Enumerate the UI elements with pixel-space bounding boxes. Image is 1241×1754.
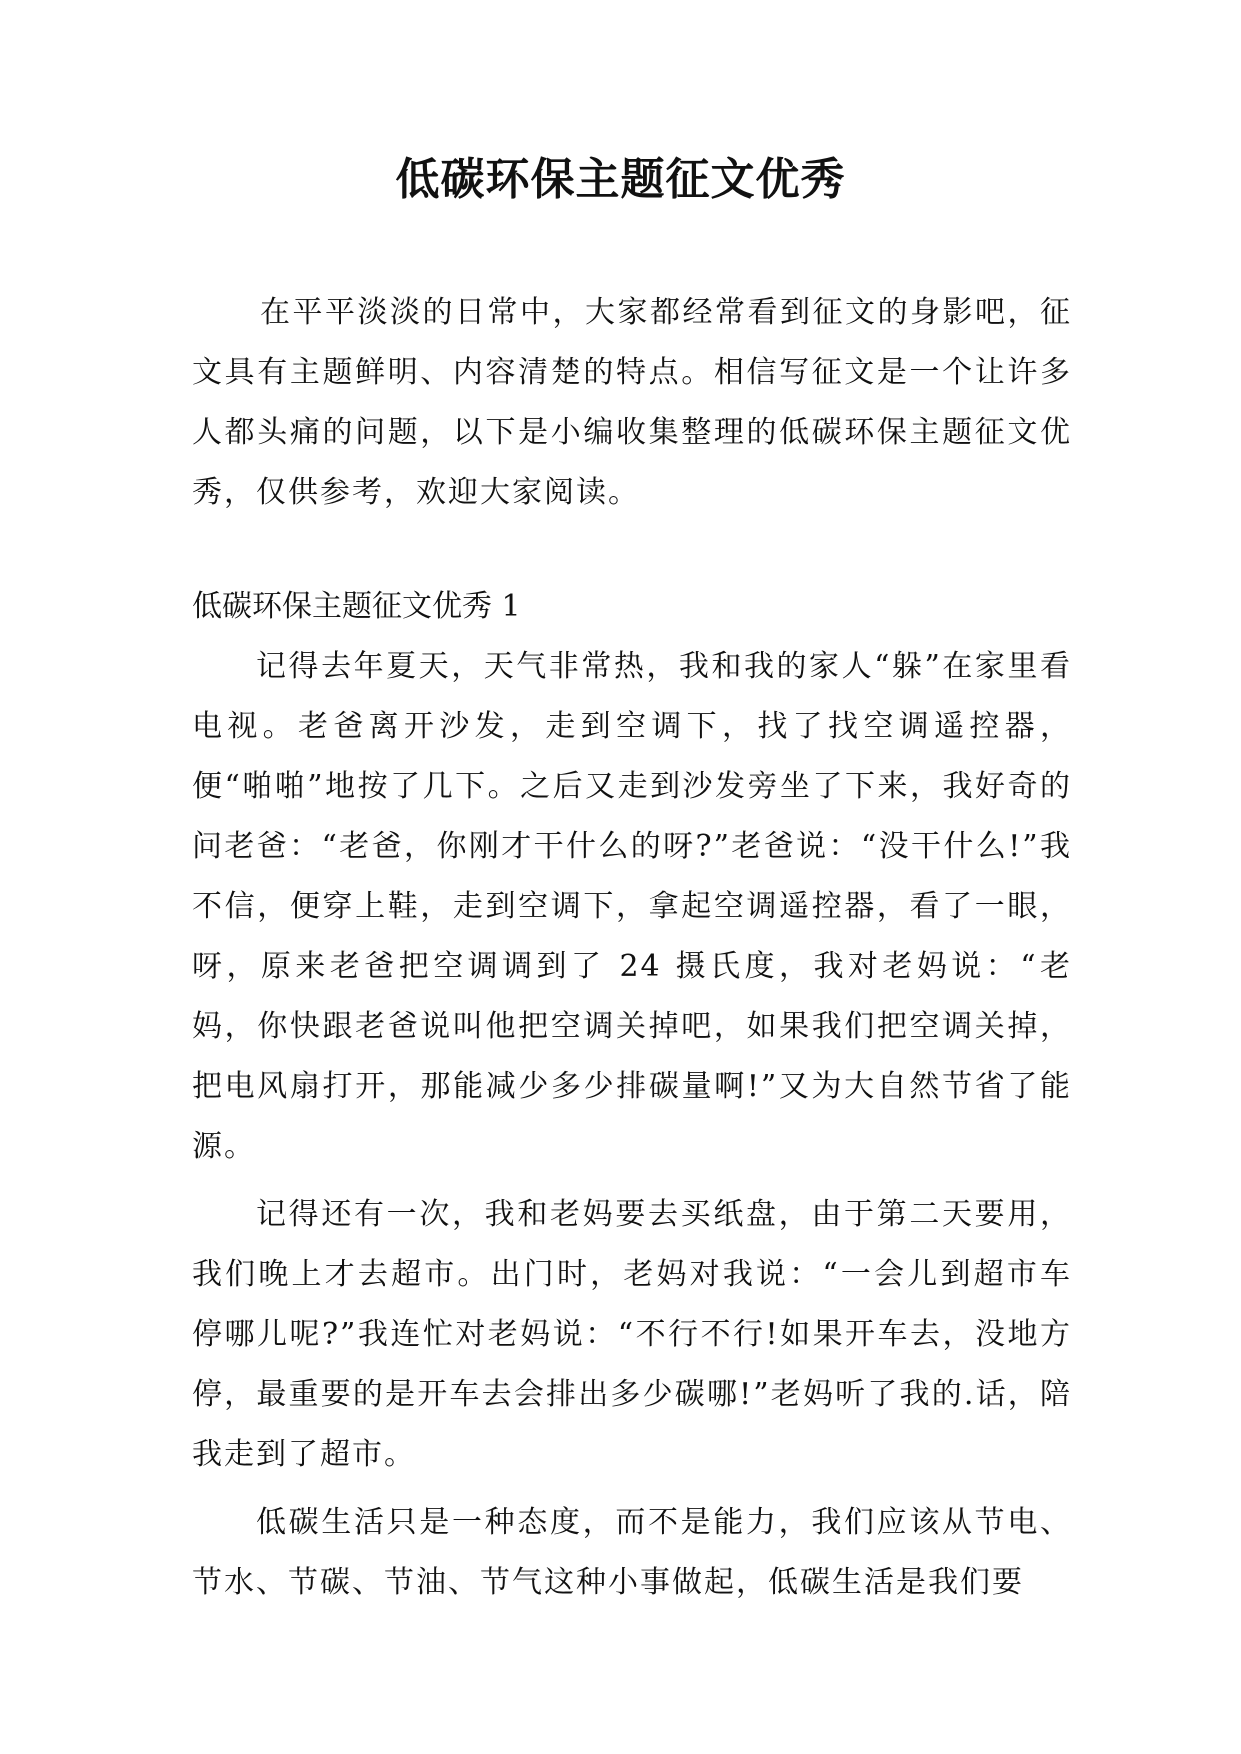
paragraph-3: 低碳生活只是一种态度，而不是能力，我们应该从节电、节水、节碳、节油、节气这种小事做起，低碳生活是我们要	[192, 1505, 1072, 1600]
section-heading: 低碳环保主题征文优秀 1	[192, 589, 521, 624]
paragraph-1: 记得去年夏天，天气非常热，我和我的家人“躲”在家里看电视。老爸离开沙发，走到空调下，找了找空调遥控器，便“啪啪”地按了几下。之后又走到沙发旁坐了下来，我好奇的问老爸：“老爸，你刚才干什么的呀?”老爸说：“没干什么!”我不信，便穿上鞋，走到空调下，拿起空调遥控器，看了一眼，呀，原来老爸把空调调到了 24 摄氏度，我对老妈说：“老妈，你快跟老爸说叫他把空调关掉吧，如果我们把空调关掉，把电风扇打开，那能减少多少排碳量啊!”又为大自然节省了能源。	[192, 649, 1072, 1164]
paragraph-2: 记得还有一次，我和老妈要去买纸盘，由于第二天要用，我们晚上才去超市。出门时，老妈对我说：“一会儿到超市车停哪儿呢?”我连忙对老妈说：“不行不行!如果开车去，没地方停，最重要的是开车去会排出多少碳哪!”老妈听了我的.话，陪我走到了超市。	[192, 1197, 1072, 1472]
essay-section-1	[192, 577, 1072, 1621]
intro-block	[192, 283, 1072, 523]
document-title: 低碳环保主题征文优秀	[395, 154, 846, 205]
intro-paragraph: 在平平淡淡的日常中，大家都经常看到征文的身影吧，征文具有主题鲜明、内容清楚的特点。相信写征文是一个让许多人都头痛的问题，以下是小编收集整理的低碳环保主题征文优秀，仅供参考，欢迎大家阅读。	[192, 295, 1072, 510]
